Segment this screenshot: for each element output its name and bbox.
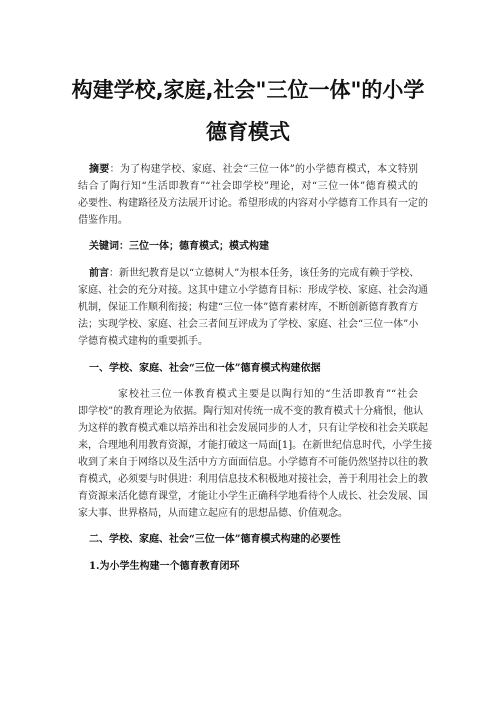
section-1-line-8: 家大事、世界格局，从而建立起应有的思想品德、价值观念。 [78,508,348,519]
keywords-line [89,241,429,253]
preface-label: 前言 [89,268,109,279]
section-1-line-1: 家校社三位一体教育模式主要是以陶行知的“生活即教育”“社会 [118,389,418,400]
preface-line-2: 家庭、社会的充分对接。这其中建立小学德育目标：形成学校、家庭、社会沟通 [78,285,428,296]
section-1-line-2: 即学校”的教育理论为依据。陶行知对传统一成不变的教育模式十分痛恨，他认 [78,406,424,417]
section-2-heading: 二、学校、家庭、社会“三位一体”德育模式构建的必要性 [89,534,341,545]
keywords-label: 关键词： [89,241,129,252]
preface-line-4: 法；实现学校、家庭、社会三者间互评成为了学校、家庭、社会“三位一体”小 [78,319,419,330]
section-2-subheading: 1.为小学生构建一个德育教育闭环 [89,561,240,572]
section-1-line-3: 为这样的教育模式难以培养出和社会发展同步的人才，只有让学校和社会关联起 [78,423,428,434]
abstract-line-2: 结合了陶行知“生活即教育”“社会即学校”理论，对“三位一体”德育模式的 [78,181,418,192]
section-1-line-5: 收到了来自于网络以及生活中方方面面信息。小学德育不可能仍然坚持以往的教 [78,457,428,468]
document-title-line-1: 构建学校,家庭,社会"三位一体"的小学 [71,78,425,102]
abstract-line-4: 借鉴作用。 [78,215,128,226]
section-1-line-7: 育资源来活化德育课堂，才能让小学生正确科学地看待个人成长、社会发展、国 [78,491,428,502]
document-title-line-2: 德育模式 [206,120,290,144]
preface-line-3: 机制，保证工作顺利衔接；构建“三位一体”德育素材库，不断创新德育教育方 [78,302,419,313]
abstract-label: 摘要 [89,164,110,175]
section-1-line-6: 育模式，必须要与时俱进：利用信息技术积极地对接社会，善于利用社会上的教 [78,474,428,485]
section-1-line-4: 来，合理地利用教育资源，才能打破这一局面[1]。在新世纪信息时代，小学生接 [78,440,433,451]
preface-line-1: 前言：新世纪教育是以“立德树人”为根本任务，该任务的完成有赖于学校、 [89,268,420,279]
preface-line-5: 学德育模式建构的重要抓手。 [78,336,208,347]
abstract-line-3: 必要性、构建路径及方法展开讨论。希望形成的内容对小学德育工作具有一定的 [78,198,428,209]
section-1-heading: 一、学校、家庭、社会“三位一体”德育模式构建依据 [89,363,321,374]
abstract-line-1: 摘要：为了构建学校、家庭、社会“三位一体”的小学德育模式，本文特别 [89,164,419,175]
keywords-text: 三位一体；德育模式；模式构建 [129,241,269,252]
